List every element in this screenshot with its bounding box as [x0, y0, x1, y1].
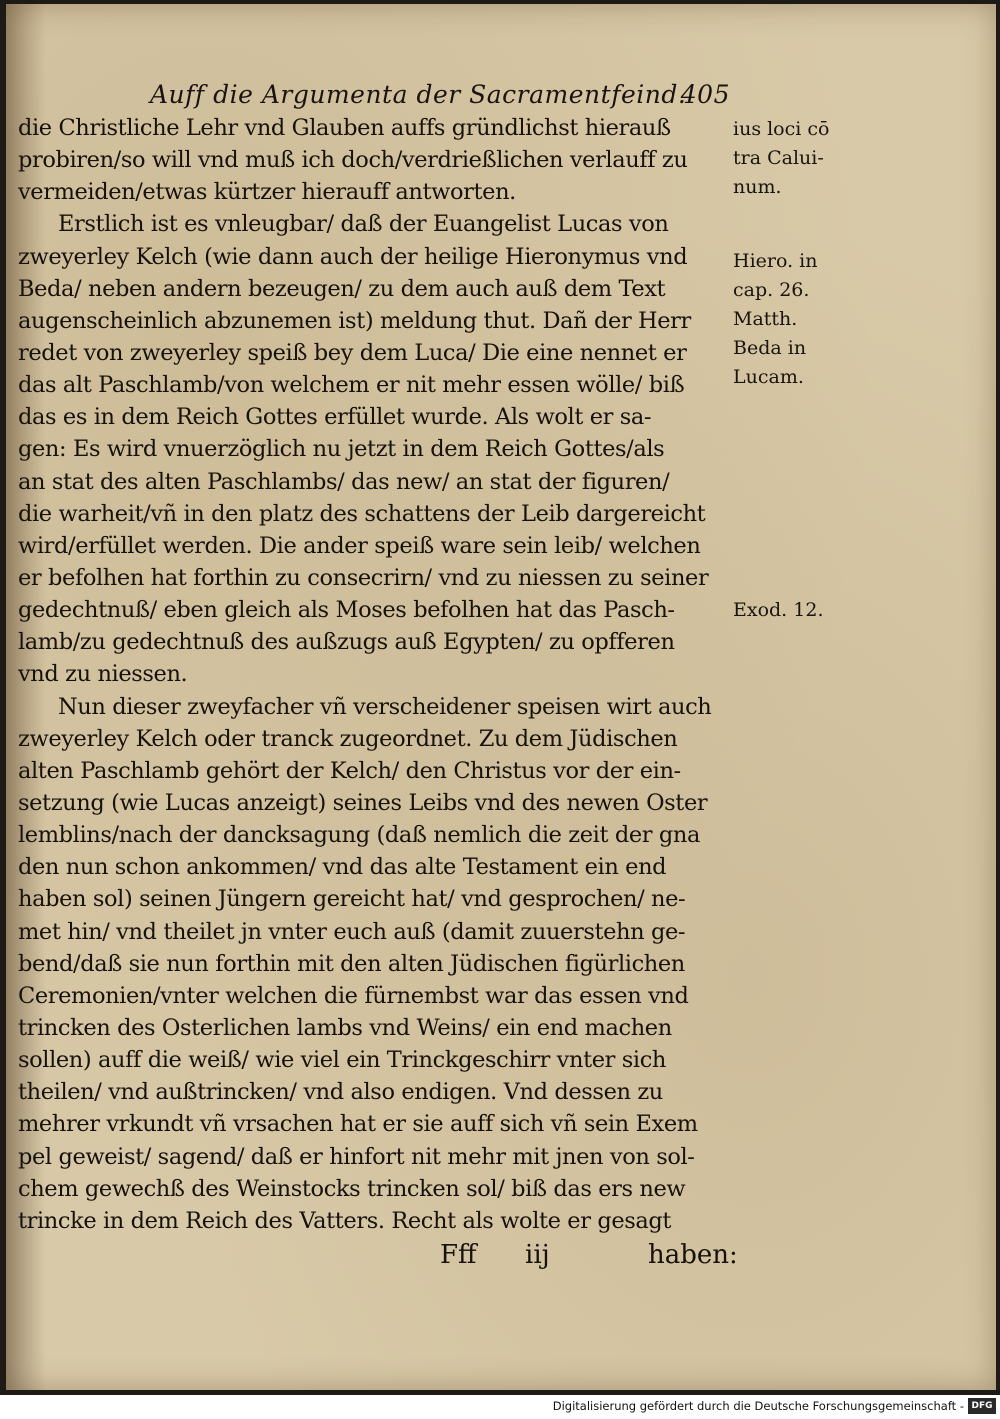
text-line: haben sol) seinen Jüngern gereicht hat/ vnd gesprochen/ ne-: [18, 886, 686, 913]
dfg-logo: DFG: [968, 1398, 996, 1414]
margin-note-line: Lucam.: [733, 366, 804, 388]
text-line: die Christliche Lehr vnd Glauben auffs gründlichst hierauß: [18, 115, 671, 141]
margin-note-exodus: [733, 596, 833, 625]
text-line: zweyerley Kelch oder tranck zugeordnet. Zu dem Jüdischen: [18, 725, 678, 752]
margin-note-hieronymus-beda: [733, 247, 833, 392]
footer-bar: [0, 1395, 1000, 1419]
text-line: alten Paschlamb gehört der Kelch/ den Christus vor der ein-: [18, 757, 681, 784]
text-line: er befolhen hat forthin zu consecrirn/ vnd zu niessen zu seiner: [18, 564, 709, 591]
text-line: an stat des alten Paschlambs/ das new/ an stat der figuren/: [18, 468, 670, 495]
text-line: wird/erfüllet werden. Die ander speiß ware sein leib/ welchen: [18, 532, 701, 559]
running-head: [150, 80, 730, 114]
text-line: vnd zu niessen.: [18, 661, 188, 688]
catchword: haben:: [648, 1240, 738, 1270]
text-line: redet von zweyerley speiß bey dem Luca/ Die eine nennet er: [18, 339, 687, 366]
margin-note-line: num.: [733, 176, 782, 198]
text-line: theilen/ vnd außtrincken/ vnd also endigen. Vnd dessen zu: [18, 1079, 663, 1106]
margin-note-line: tra Calui-: [733, 147, 824, 169]
text-line: setzung (wie Lucas anzeigt) seines Leibs vnd des newen Oster: [18, 789, 708, 816]
text-line: das es in dem Reich Gottes erfüllet wurde. Als wolt er sa-: [18, 404, 652, 431]
signature-number: iij: [525, 1240, 550, 1270]
text-line: bend/daß sie nun forthin mit den alten Jüdischen figürlichen: [18, 950, 685, 977]
page-number: 405: [680, 80, 730, 109]
margin-note-line: ius loci cō: [733, 118, 830, 140]
text-line: lemblins/nach der dancksagung (daß nemlich die zeit der gna: [18, 822, 700, 849]
text-line: Beda/ neben andern bezeugen/ zu dem auch auß dem Text: [18, 275, 666, 302]
text-line: gen: Es wird vnuerzöglich nu jetzt in dem Reich Gottes/als: [18, 436, 665, 463]
text-line: die warheit/vñ in den platz des schattens der Leib dargereicht: [18, 500, 706, 527]
text-line: chem gewechß des Weinstocks trincken sol/ biß das ers new: [18, 1175, 686, 1202]
margin-note-line: cap. 26.: [733, 279, 810, 301]
text-line: trincken des Osterlichen lambs vnd Weins/ ein end machen: [18, 1014, 672, 1041]
text-line: gedechtnuß/ eben gleich als Moses befolhen hat das Pasch-: [18, 597, 675, 624]
text-line: Ceremonien/vnter welchen die fürnembst war das essen vnd: [18, 982, 689, 1009]
margin-note-line: Beda in: [733, 337, 807, 359]
text-line: pel geweist/ sagend/ daß er hinfort nit mehr mit jnen von sol-: [18, 1143, 695, 1170]
text-line: met hin/ vnd theilet jn vnter euch auß (damit zuuerstehn ge-: [18, 918, 686, 945]
margin-note-line: Exod. 12.: [733, 599, 824, 621]
text-line: das alt Paschlamb/von welchem er nit mehr essen wölle/ biß: [18, 372, 685, 399]
body-text: [18, 112, 730, 1237]
text-line: trincke in dem Reich des Vatters. Recht als wolte er gesagt: [18, 1207, 672, 1234]
margin-note-contra-calvinum: [733, 115, 833, 202]
text-line: zweyerley Kelch (wie dann auch der heilige Hieronymus vnd: [18, 243, 688, 270]
text-line: vermeiden/etwas kürtzer hierauff antworten.: [18, 179, 516, 206]
text-line: sollen) auff die weiß/ wie viel ein Trinckgeschirr vnter sich: [18, 1047, 666, 1074]
funding-credit: Digitalisierung gefördert durch die Deutsche Forschungsgemeinschaft -: [552, 1399, 964, 1413]
running-head-title: Auff die Argumenta der Sacramentfeind.: [150, 80, 687, 109]
text-line: den nun schon ankommen/ vnd das alte Testament ein end: [18, 854, 667, 881]
text-line: probiren/so will vnd muß ich doch/verdrießlichen verlauff zu: [18, 147, 688, 174]
text-line: Nun dieser zweyfacher vñ verscheidener speisen wirt auch: [58, 693, 712, 720]
text-line: augenscheinlich abzunemen ist) meldung thut. Dañ der Herr: [18, 307, 691, 334]
text-line: mehrer vrkundt vñ vrsachen hat er sie auff sich vñ sein Exem: [18, 1111, 698, 1138]
text-line: lamb/zu gedechtnuß des außzugs auß Egypten/ zu opfferen: [18, 629, 675, 656]
margin-note-line: Matth.: [733, 308, 798, 330]
margin-note-line: Hiero. in: [733, 250, 818, 272]
signature-mark: Fff: [440, 1240, 477, 1270]
text-line: Erstlich ist es vnleugbar/ daß der Euangelist Lucas von: [58, 211, 669, 238]
